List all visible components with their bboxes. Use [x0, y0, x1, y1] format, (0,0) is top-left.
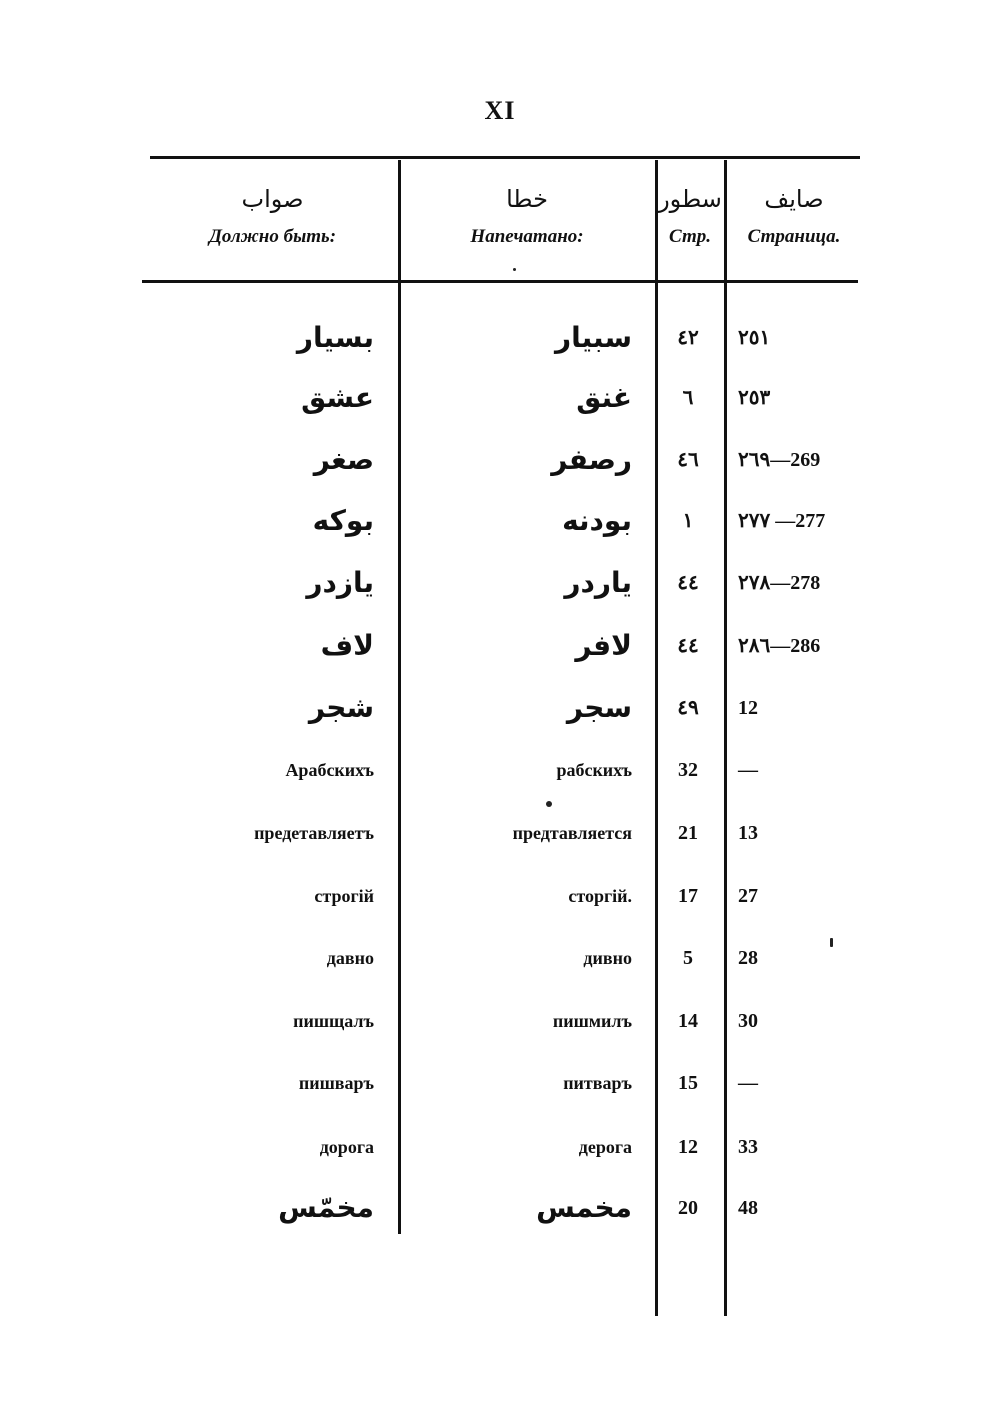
- printed-cell: سجر: [566, 691, 632, 724]
- correct-cell: عشق: [301, 381, 374, 414]
- correct-cell: شجر: [308, 691, 374, 724]
- line-cell: ٤٤: [677, 635, 699, 657]
- table-row: [0, 501, 1000, 541]
- table-row: [0, 378, 1000, 418]
- header-page-russian: Страница.: [747, 226, 841, 247]
- page-cell: 13: [738, 822, 758, 844]
- table-row: [0, 563, 1000, 603]
- page-cell: ٢٥٣: [738, 387, 771, 409]
- line-cell: 15: [678, 1072, 698, 1094]
- table-row: [0, 938, 1000, 978]
- correct-cell: صغر: [313, 443, 374, 476]
- page-cell: ٢٨٦—286: [738, 635, 821, 657]
- line-cell: ٤٤: [677, 572, 699, 594]
- line-cell: 5: [683, 947, 693, 969]
- page-cell: —: [738, 1072, 758, 1094]
- table-row: [0, 318, 1000, 358]
- page-number: XI: [484, 96, 516, 125]
- printed-cell: مخمس: [536, 1191, 632, 1224]
- table-row: [0, 1001, 1000, 1041]
- line-cell: ٤٦: [677, 449, 699, 471]
- line-cell: 17: [678, 885, 698, 907]
- correct-cell: يازدر: [306, 566, 374, 599]
- printed-cell: غنق: [576, 381, 632, 414]
- print-speck: [513, 268, 516, 271]
- correct-cell: Арабскихъ: [285, 760, 374, 780]
- page-cell: 30: [738, 1010, 758, 1032]
- header-correct: [150, 182, 395, 248]
- page-cell: ٢٧٨—278: [738, 572, 821, 594]
- correct-cell: строгій: [314, 886, 374, 906]
- table-row: [0, 876, 1000, 916]
- page-cell: 28: [738, 947, 758, 969]
- header-printed-arabic: خطا: [506, 185, 548, 213]
- correct-cell: пишщалъ: [293, 1011, 374, 1031]
- printed-cell: ياردر: [564, 566, 632, 599]
- header-printed-russian: Напечатано:: [470, 226, 584, 247]
- page-cell: 12: [738, 697, 758, 719]
- table-row: [0, 688, 1000, 728]
- table-row: [0, 440, 1000, 480]
- printed-cell: بودنه: [562, 504, 632, 537]
- correct-cell: لاف: [320, 629, 374, 662]
- line-cell: 20: [678, 1197, 698, 1219]
- printed-cell: пишмилъ: [552, 1011, 632, 1031]
- printed-cell: питваръ: [563, 1073, 632, 1093]
- printed-cell: дерога: [578, 1137, 632, 1157]
- header-rule: [142, 280, 858, 283]
- correct-cell: مخمّس: [278, 1191, 374, 1224]
- header-line-russian: Стр.: [669, 226, 711, 247]
- header-correct-arabic: صواب: [241, 185, 304, 213]
- correct-cell: пишваръ: [298, 1073, 374, 1093]
- print-speck: [546, 801, 552, 807]
- table-row: [0, 813, 1000, 853]
- correct-cell: давно: [326, 948, 374, 968]
- header-page: [728, 182, 860, 248]
- line-cell: ١: [682, 510, 694, 532]
- line-cell: 21: [678, 822, 698, 844]
- line-cell: 14: [678, 1010, 698, 1032]
- table-row: [0, 1063, 1000, 1103]
- header-line: [658, 182, 722, 248]
- header-correct-russian: Должно быть:: [208, 226, 337, 247]
- printed-cell: сторгій.: [568, 886, 632, 906]
- page-cell: ٢٧٧ —277: [738, 510, 826, 532]
- header-page-arabic: صايف: [764, 185, 824, 213]
- table-row: [0, 1127, 1000, 1167]
- page-cell: ٢٦٩—269: [738, 449, 821, 471]
- page-cell: 27: [738, 885, 758, 907]
- line-cell: 12: [678, 1136, 698, 1158]
- printed-cell: дивно: [583, 948, 632, 968]
- printed-cell: لافر: [575, 629, 632, 662]
- page-cell: 48: [738, 1197, 758, 1219]
- top-rule: [150, 156, 860, 159]
- table-row: [0, 1188, 1000, 1228]
- correct-cell: بوكه: [312, 504, 374, 537]
- header-printed: [402, 182, 652, 248]
- printed-cell: рабскихъ: [556, 760, 632, 780]
- table-row: [0, 626, 1000, 666]
- printed-cell: سبيار: [554, 321, 632, 354]
- correct-cell: предетавляетъ: [254, 823, 374, 843]
- printed-cell: предтавляется: [512, 823, 632, 843]
- correct-cell: дорога: [319, 1137, 374, 1157]
- page-cell: —: [738, 759, 758, 781]
- line-cell: ٤٢: [677, 327, 699, 349]
- page-cell: 33: [738, 1136, 758, 1158]
- table-row: [0, 750, 1000, 790]
- line-cell: 32: [678, 759, 698, 781]
- correct-cell: بسيار: [296, 321, 374, 354]
- printed-cell: رصفر: [551, 443, 632, 476]
- line-cell: ٦: [682, 387, 694, 409]
- line-cell: ٤٩: [677, 697, 699, 719]
- header-line-arabic: سطور: [658, 185, 722, 213]
- print-speck: [830, 938, 833, 947]
- page-cell: ٢٥١: [738, 327, 771, 349]
